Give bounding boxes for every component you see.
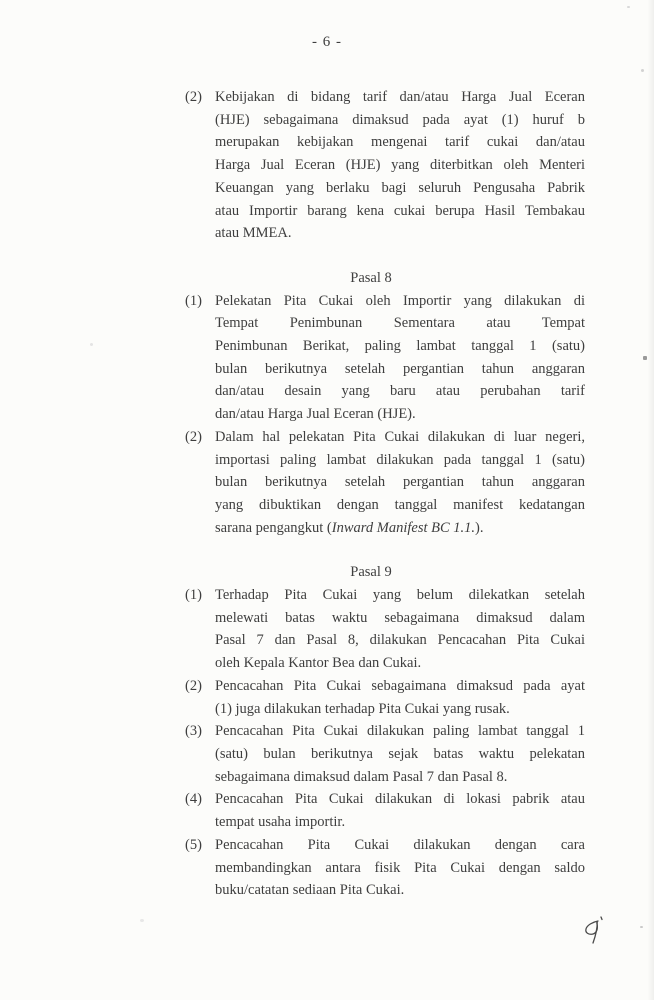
- text-line: (satu) bulan berikutnya sejak batas waktu pelekatan: [215, 745, 585, 762]
- text-line: bulan berikutnya setelah pergantian tahun anggaran: [215, 474, 585, 491]
- text-line: Dalam hal pelekatan Pita Cukai dilakukan di luar negeri,: [215, 428, 585, 445]
- list-item: [185, 720, 585, 788]
- text-line: sebagaimana dimaksud dalam Pasal 7 dan Pasal 8.: [215, 768, 508, 785]
- paraph-initial-mark: [582, 915, 606, 949]
- text-line: importasi paling lambat dilakukan pada tanggal 1 (satu): [215, 451, 585, 468]
- text-line: membandingkan antara fisik Pita Cukai dengan saldo: [215, 859, 585, 876]
- scan-speck: [640, 926, 643, 928]
- text-line: yang dibuktikan dengan tanggal manifest kedatangan: [215, 496, 585, 513]
- item-text: [215, 720, 585, 788]
- text-line: Kebijakan di bidang tarif dan/atau Harga Jual Eceran: [215, 89, 585, 105]
- text-line: atau Importir barang kena cukai berupa Hasil Tembakau: [215, 202, 585, 219]
- text-line: Pelekatan Pita Cukai oleh Importir yang dilakukan di: [215, 292, 585, 309]
- item-number: (4): [185, 791, 202, 808]
- text-line: Penimbunan Berikat, paling lambat tanggal 1 (satu): [215, 338, 585, 355]
- text-line: dan/atau desain yang baru atau perubahan tarif: [215, 383, 585, 400]
- list-item: [185, 426, 585, 540]
- text-line: dan/atau Harga Jual Eceran (HJE).: [215, 406, 416, 423]
- item-number: (2): [185, 677, 202, 694]
- text-line: sarana pengangkut (Inward Manifest BC 1.1.).: [215, 519, 484, 536]
- item-text: [215, 290, 585, 426]
- scan-speck: [627, 6, 630, 8]
- scan-speck: [641, 69, 644, 72]
- text-line: tempat usaha importir.: [215, 814, 346, 831]
- scan-speck: [140, 919, 144, 922]
- item-number: (1): [185, 292, 202, 309]
- item-text: [215, 788, 585, 833]
- item-number: (3): [185, 723, 202, 740]
- text-line: atau MMEA.: [215, 225, 292, 242]
- item-text: [215, 584, 585, 675]
- item-number: (5): [185, 836, 202, 853]
- scan-speck: [643, 356, 647, 360]
- item-number: (2): [185, 428, 202, 445]
- item-text: [215, 426, 585, 540]
- text-line: buku/catatan sediaan Pita Cukai.: [215, 882, 405, 899]
- item-text: [215, 86, 585, 245]
- text-line: Tempat Penimbunan Sementara atau Tempat: [215, 315, 585, 332]
- list-item: [185, 788, 585, 833]
- text-line: (1) juga dilakukan terhadap Pita Cukai yang rusak.: [215, 700, 510, 717]
- list-item: [185, 584, 585, 675]
- list-item: [185, 290, 585, 426]
- list-item: [185, 834, 585, 902]
- item-number: (2): [185, 89, 202, 105]
- text-line: Pencacahan Pita Cukai dilakukan paling lambat tanggal 1: [215, 723, 585, 740]
- text-line: melewati batas waktu sebagaimana dimaksud dalam: [215, 609, 585, 626]
- text-line: Terhadap Pita Cukai yang belum dilekatkan setelah: [215, 587, 585, 604]
- item-text: [215, 834, 585, 902]
- text-line: Keuangan yang berlaku bagi seluruh Pengusaha Pabrik: [215, 179, 585, 196]
- item-number: (1): [185, 587, 202, 604]
- section-heading: Pasal 9: [350, 564, 392, 581]
- text-line: (HJE) sebagaimana dimaksud pada ayat (1) huruf b: [215, 111, 585, 128]
- text-line: oleh Kepala Kantor Bea dan Cukai.: [215, 655, 422, 672]
- page-number: - 6 -: [312, 34, 342, 50]
- document-body: [185, 86, 585, 902]
- text-line: merupakan kebijakan mengenai tarif cukai dan/atau: [215, 134, 585, 151]
- text-line: Harga Jual Eceran (HJE) yang diterbitkan oleh Menteri: [215, 157, 585, 174]
- section-heading: Pasal 8: [350, 269, 392, 286]
- text-line: bulan berikutnya setelah pergantian tahun anggaran: [215, 360, 585, 377]
- text-line: Pencacahan Pita Cukai sebagaimana dimaksud pada ayat: [215, 677, 585, 694]
- text-line: Pencacahan Pita Cukai dilakukan dengan cara: [215, 836, 585, 853]
- text-line: Pencacahan Pita Cukai dilakukan di lokasi pabrik atau: [215, 791, 585, 808]
- scan-speck: [90, 343, 93, 346]
- item-text: [215, 675, 585, 720]
- list-item: [185, 86, 585, 245]
- text-line: Pasal 7 dan Pasal 8, dilakukan Pencacahan Pita Cukai: [215, 632, 585, 649]
- list-item: [185, 675, 585, 720]
